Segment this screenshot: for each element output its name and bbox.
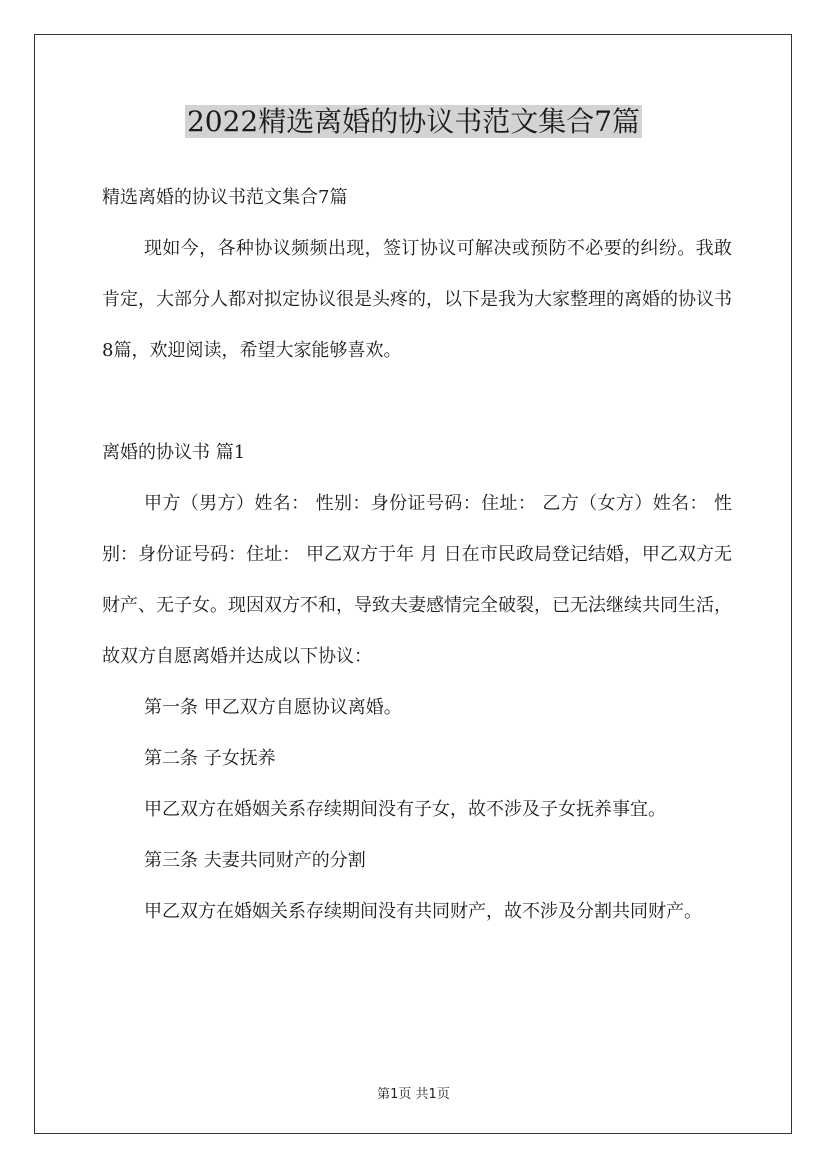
page-number: 第1页 共1页 [377,1087,450,1102]
paragraph-parties: 甲方（男方）姓名： 性别：身份证号码：住址： 乙方（女方）姓名： 性别：身份证号码：住址： 甲乙双方于年 月 日在市民政局登记结婚，甲乙双方无财产、无子女。现因双方不和，导致夫妻感情完全破裂，已无法继续共同生活，故双方自愿离婚并达成以下协议： [102,493,732,667]
document-body [102,172,732,937]
section-heading: 离婚的协议书 篇1 [102,442,246,463]
clause-2-heading: 第二条 子女抚养 [144,748,276,769]
clause-3-body: 甲乙双方在婚姻关系存续期间没有共同财产，故不涉及分割共同财产。 [144,901,702,922]
paragraph-subtitle: 精选离婚的协议书范文集合7篇 [102,187,348,208]
document-title-text: 2022精选离婚的协议书范文集合7篇 [186,105,641,138]
clause-3-heading: 第三条 夫妻共同财产的分割 [144,850,366,871]
paragraph-intro: 现如今，各种协议频频出现，签订协议可解决或预防不必要的纠纷。我敢肯定，大部分人都对拟定协议很是头疼的，以下是我为大家整理的离婚的协议书8篇，欢迎阅读，希望大家能够喜欢。 [102,238,732,361]
document-title [0,102,827,142]
clause-1: 第一条 甲乙双方自愿协议离婚。 [144,697,402,718]
clause-2-body: 甲乙双方在婚姻关系存续期间没有子女，故不涉及子女抚养事宜。 [144,799,666,820]
paragraph-spacer [102,376,732,427]
